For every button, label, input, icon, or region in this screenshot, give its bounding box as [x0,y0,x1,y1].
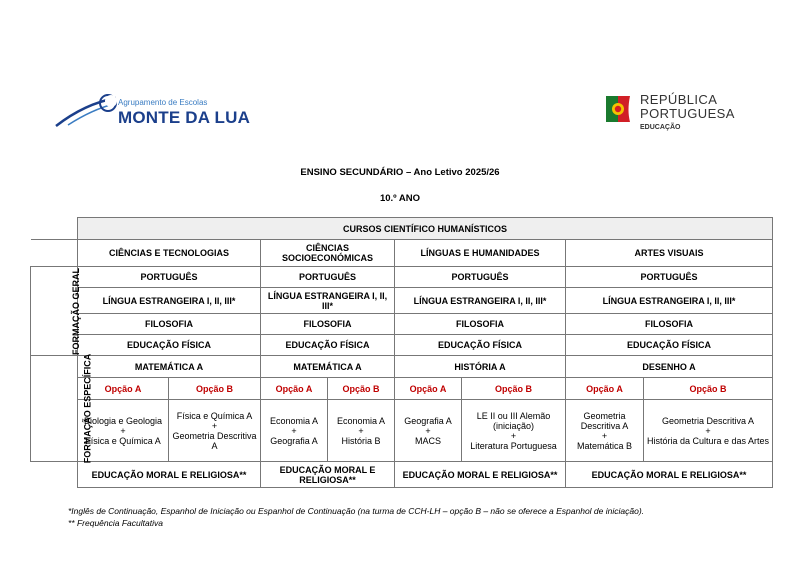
government-logo-line1: REPÚBLICA [640,92,718,107]
option-b-label: Opção B [644,378,773,400]
course-header: ARTES VISUAIS [566,240,773,267]
school-logo-name: MONTE DA LUA [118,108,251,127]
trienal-subject: DESENHO A [566,356,773,378]
table-header: CURSOS CIENTÍFICO HUMANÍSTICOS [78,218,773,240]
school-year: 10.º ANO [379,193,421,204]
blank-corner [31,462,78,488]
option-a-label: Opção A [261,378,328,400]
option-a-label: Opção A [395,378,462,400]
option-cell: Geometria Descritiva A + Matemática B [566,400,644,462]
trienal-subject: MATEMÁTICA A [78,356,261,378]
subject-cell: EDUCAÇÃO FÍSICA [261,335,395,356]
option-cell: Economia A + História B [328,400,395,462]
course-header: CIÊNCIAS SOCIOECONÓMICAS [261,240,395,267]
option-cell: Biologia e Geologia + Física e Química A [78,400,169,462]
subject-cell: FILOSOFIA [566,314,773,335]
page-title: ENSINO SECUNDÁRIO – Ano Letivo 2025/26 [300,167,500,178]
formacao-geral-label: FORMAÇÃO GERAL [31,267,78,356]
subject-cell: LÍNGUA ESTRANGEIRA I, II, III* [566,288,773,314]
subject-cell: PORTUGUÊS [566,267,773,288]
footnote: ** Frequência Facultativa [68,518,163,528]
emr-cell: EDUCAÇÃO MORAL E RELIGIOSA** [566,462,773,488]
subject-cell: PORTUGUÊS [261,267,395,288]
subject-cell: EDUCAÇÃO FÍSICA [566,335,773,356]
subject-cell: LÍNGUA ESTRANGEIRA I, II, III* [395,288,566,314]
emr-cell: EDUCAÇÃO MORAL E RELIGIOSA** [261,462,395,488]
subject-cell: LÍNGUA ESTRANGEIRA I, II, III* [261,288,395,314]
option-cell: Geometria Descritiva A + História da Cultura e das Artes [644,400,773,462]
school-logo-subtitle: Agrupamento de Escolas [118,98,208,107]
option-a-label: Opção A [78,378,169,400]
subject-cell: PORTUGUÊS [395,267,566,288]
option-cell: Geografia A + MACS [395,400,462,462]
subject-cell: EDUCAÇÃO FÍSICA [395,335,566,356]
formacao-especifica-label: FORMAÇÃO ESPECÍFICA [31,356,78,462]
government-logo [604,92,754,136]
option-a-label: Opção A [566,378,644,400]
option-b-label: Opção B [462,378,566,400]
emr-cell: EDUCAÇÃO MORAL E RELIGIOSA** [78,462,261,488]
trienal-subject: MATEMÁTICA A [261,356,395,378]
option-cell: Física e Química A + Geometria Descritiva A [169,400,261,462]
option-b-label: Opção B [169,378,261,400]
option-cell: Economia A + Geografia A [261,400,328,462]
subject-cell: FILOSOFIA [395,314,566,335]
subject-cell: PORTUGUÊS [78,267,261,288]
subject-cell: FILOSOFIA [261,314,395,335]
course-header: CIÊNCIAS E TECNOLOGIAS [78,240,261,267]
curriculum-table [30,217,773,488]
subject-cell: LÍNGUA ESTRANGEIRA I, II, III* [78,288,261,314]
trienal-subject: HISTÓRIA A [395,356,566,378]
footnote: *Inglês de Continuação, Espanhol de Iniciação ou Espanhol de Continuação (na turma de CCH-LH – opção B – não se oferece a Espanhol de iniciação). [68,506,645,516]
government-logo-line3: EDUCAÇÃO [640,124,681,131]
footnotes [68,505,644,529]
blank-corner [31,218,78,240]
moon-swirl-icon [54,92,124,128]
option-b-label: Opção B [328,378,395,400]
government-logo-line2: PORTUGUESA [640,106,735,121]
emr-cell: EDUCAÇÃO MORAL E RELIGIOSA** [395,462,566,488]
subject-cell: EDUCAÇÃO FÍSICA [78,335,261,356]
course-header: LÍNGUAS E HUMANIDADES [395,240,566,267]
blank-corner [31,240,78,267]
option-cell: LE II ou III Alemão (iniciação) + Literatura Portuguesa [462,400,566,462]
portugal-flag-icon [604,94,632,124]
school-logo [54,92,254,132]
subject-cell: FILOSOFIA [78,314,261,335]
